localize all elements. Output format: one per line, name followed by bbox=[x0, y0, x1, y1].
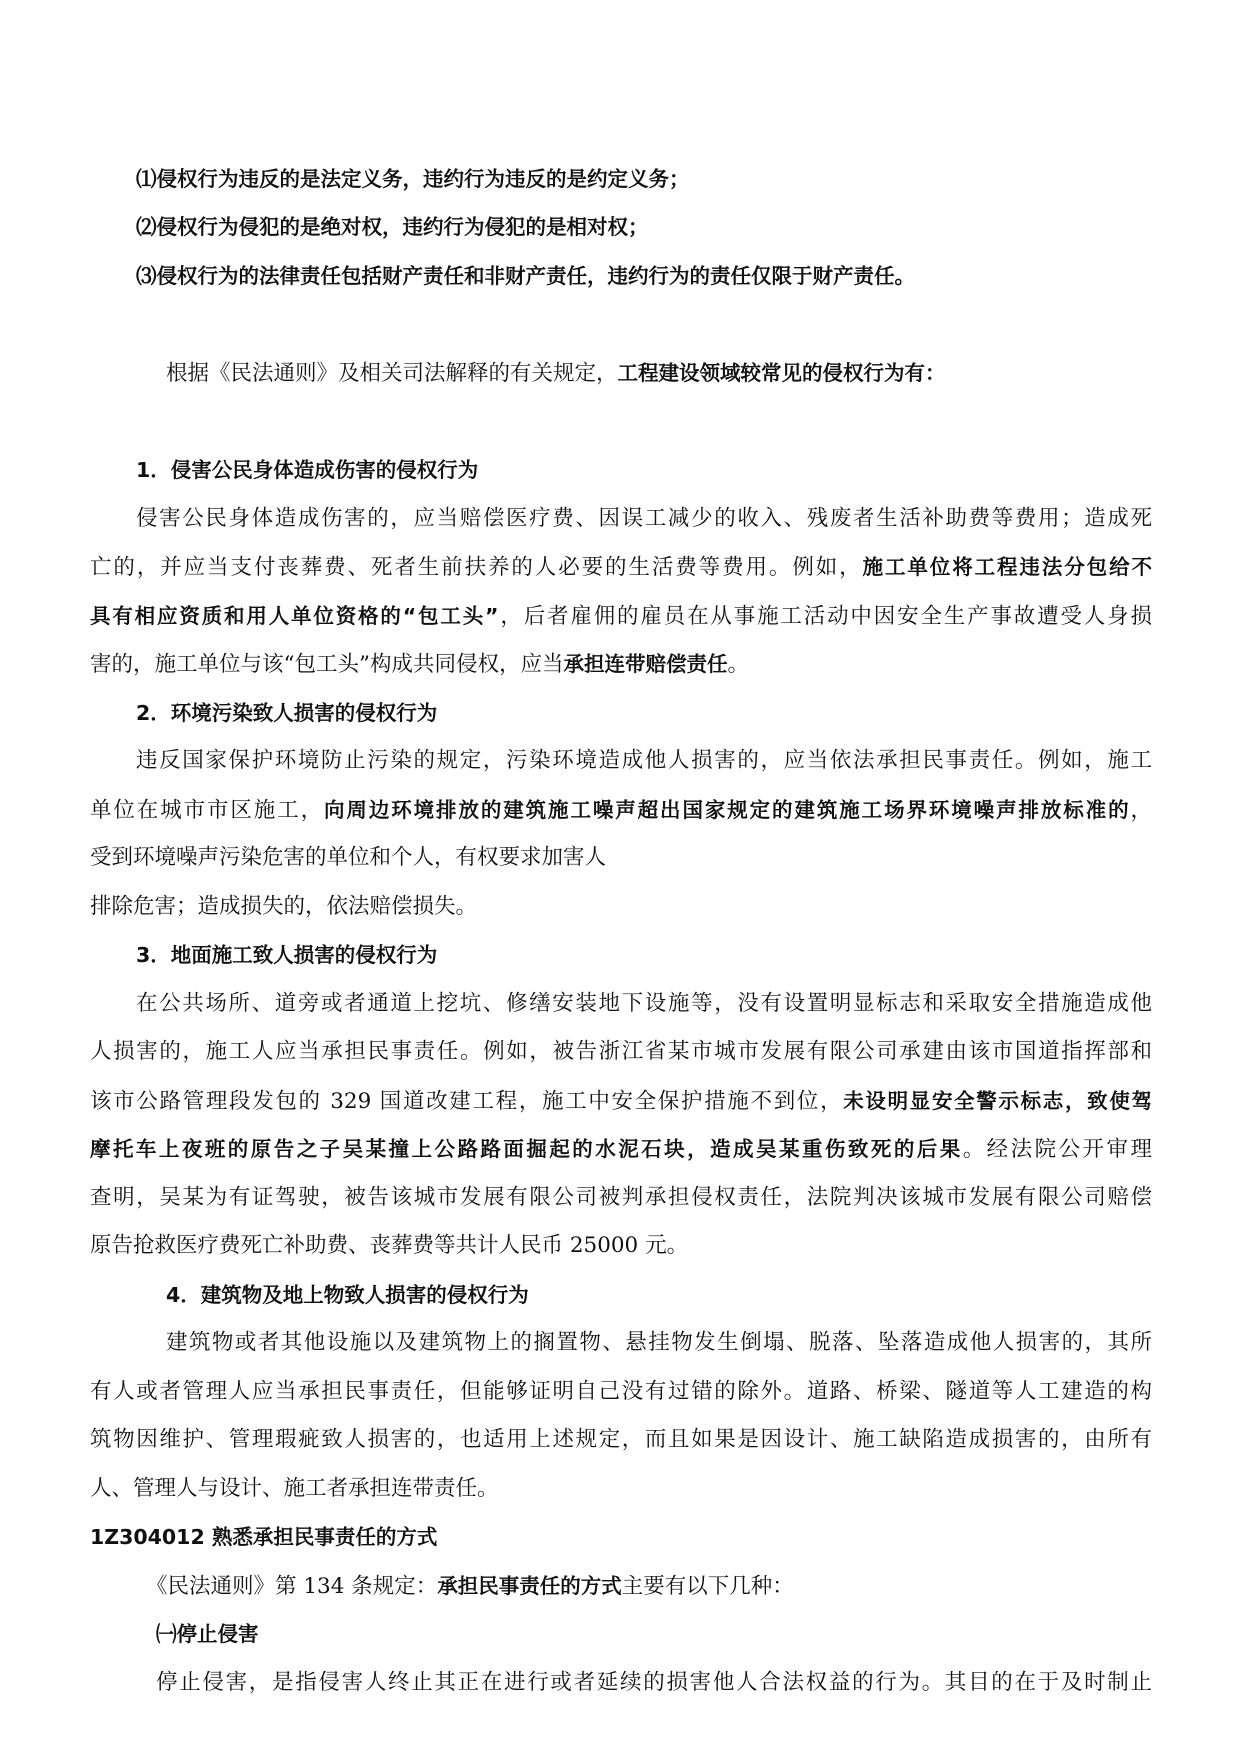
section-1-line-2: 亡的，并应当支付丧葬费、死者生前扶养的人必要的生活费等费用。例如，施工单位将工程违法分包给不 bbox=[90, 555, 1152, 580]
section-1-line-1: 侵害公民身体造成伤害的，应当赔偿医疗费、因误工减少的收入、残废者生活补助费等费用；造成死 bbox=[136, 506, 1152, 531]
section-2-line-2: 单位在城市市区施工，向周边环境排放的建筑施工噪声超出国家规定的建筑施工场界环境噪声排放标准的， bbox=[90, 798, 1152, 823]
section-2-line-4: 排除危害；造成损失的，依法赔偿损失。 bbox=[90, 894, 478, 919]
section-2-line-3: 受到环境噪声污染危害的单位和个人，有权要求加害人 bbox=[90, 845, 607, 870]
section-5-subheading: ㈠停止侵害 bbox=[156, 1622, 259, 1646]
section-5-line-2: 停止侵害，是指侵害人终止其正在进行或者延续的损害他人合法权益的行为。其目的在于及时制止 bbox=[156, 1670, 1152, 1695]
comparison-item-2: ⑵侵权行为侵犯的是绝对权，违约行为侵犯的是相对权； bbox=[136, 215, 649, 239]
section-5-line-1: 《民法通则》第 134 条规定：承担民事责任的方式主要有以下几种： bbox=[146, 1574, 794, 1599]
section-3-line-3: 该市公路管理段发包的 329 国道改建工程，施工中安全保护措施不到位，未设明显安全警示标志，致使驾 bbox=[90, 1089, 1152, 1114]
section-3-line-2: 人损害的，施工人应当承担民事责任。例如，被告浙江省某市城市发展有限公司承建由该市国道指挥部和 bbox=[90, 1039, 1152, 1064]
intro-text: 根据《民法通则》及相关司法解释的有关规定， bbox=[166, 361, 618, 386]
section-2-line-1: 违反国家保护环境防止污染的规定，污染环境造成他人损害的，应当依法承担民事责任。例如，施工 bbox=[136, 748, 1152, 773]
section-4-line-3: 筑物因维护、管理瑕疵致人损害的，也适用上述规定，而且如果是因设计、施工缺陷造成损害的，由所有 bbox=[90, 1427, 1152, 1452]
intro-bold: 工程建设领域较常见的侵权行为有： bbox=[617, 361, 946, 385]
comparison-item-1: ⑴侵权行为违反的是法定义务，违约行为违反的是约定义务； bbox=[136, 167, 690, 191]
section-5-heading: 1Z304012 熟悉承担民事责任的方式 bbox=[90, 1525, 438, 1549]
section-1-line-3: 具有相应资质和用人单位资格的“包工头”，后者雇佣的雇员在从事施工活动中因安全生产事故遭受人身损 bbox=[90, 604, 1152, 629]
section-4-line-4: 人、管理人与设计、施工者承担连带责任。 bbox=[90, 1476, 499, 1501]
section-3-line-5: 查明，吴某为有证驾驶，被告该城市发展有限公司被判承担侵权责任，法院判决该城市发展有限公司赔偿 bbox=[90, 1185, 1152, 1210]
section-3-line-4: 摩托车上夜班的原告之子吴某撞上公路路面掘起的水泥石块，造成吴某重伤致死的后果。经法院公开审理 bbox=[90, 1137, 1152, 1162]
comparison-item-3: ⑶侵权行为的法律责任包括财产责任和非财产责任，违约行为的责任仅限于财产责任。 bbox=[136, 264, 915, 288]
section-3-line-1: 在公共场所、道旁或者通道上挖坑、修缮安装地下设施等，没有设置明显标志和采取安全措施造成他 bbox=[136, 991, 1152, 1016]
section-4-line-1: 建筑物或者其他设施以及建筑物上的搁置物、悬挂物发生倒塌、脱落、坠落造成他人损害的，其所 bbox=[166, 1330, 1152, 1355]
section-3-line-6: 原告抢救医疗费死亡补助费、丧葬费等共计人民币 25000 元。 bbox=[90, 1233, 689, 1258]
section-1-line-4: 害的，施工单位与该“包工头”构成共同侵权，应当承担连带赔偿责任。 bbox=[90, 652, 750, 677]
section-1-heading: 1．侵害公民身体造成伤害的侵权行为 bbox=[136, 458, 479, 482]
section-2-heading: 2．环境污染致人损害的侵权行为 bbox=[136, 701, 438, 725]
section-4-line-2: 有人或者管理人应当承担民事责任，但能够证明自己没有过错的除外。道路、桥梁、隧道等人工建造的构 bbox=[90, 1379, 1152, 1404]
intro-paragraph bbox=[166, 358, 946, 389]
section-4-heading: 4．建筑物及地上物致人损害的侵权行为 bbox=[166, 1283, 529, 1307]
section-3-heading: 3．地面施工致人损害的侵权行为 bbox=[136, 943, 438, 967]
